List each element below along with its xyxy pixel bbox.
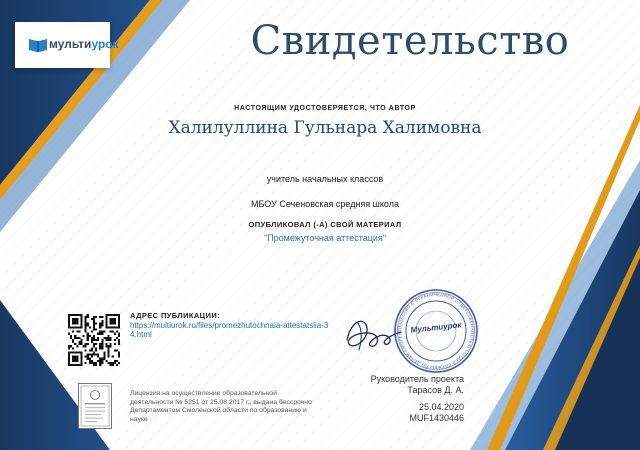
qr-code (68, 314, 120, 366)
logo-wordmark: мультиурок (49, 37, 119, 51)
stamp-ring-text: ОБЩЕСТВО С ОГРАНИЧЕННОЙ ОТВЕТСТВЕННОСТЬЮ • ОТДЕЛ СЛУЖБЫ ПО ДЕЛАМ СМОЛЕН (396, 291, 476, 371)
stamp-center-text: Мультиурок (410, 320, 462, 335)
issue-date: 25.04.2020 (418, 402, 464, 412)
license-text: Лицензия на осуществление образовательной деятельности № 5251 от 25.08.2017 г., выдана бессрочно Департаментом Смоленской области по образованию и науке (130, 390, 312, 423)
author-school: МБОУ Сеченовская средняя школа (251, 199, 399, 209)
signer-name: Тарасов Д. А. (407, 385, 464, 395)
license-document-icon (78, 383, 112, 429)
address-url-link[interactable]: https://multiurok.ru/files/promezhutochnaia-attestatsiia-34.html (130, 321, 329, 339)
page-title: Свидетельство (250, 18, 570, 64)
material-title: "Промежуточная аттестация" (264, 233, 386, 243)
certificate-number: MUF1430446 (409, 413, 464, 423)
author-position: учитель начальных классов (266, 174, 384, 184)
author-name: Халилуллина Гульнара Халимовна (168, 118, 482, 138)
certify-text: НАСТОЯЩИМ УДОСТОВЕРЯЕТСЯ, ЧТО АВТОР (234, 105, 416, 112)
address-label: АДРЕС ПУБЛИКАЦИИ: (130, 311, 221, 320)
published-label: ОПУБЛИКОВАЛ (-А) СВОЙ МАТЕРИАЛ (248, 220, 402, 229)
signer-role: Руководитель проекта (370, 374, 464, 384)
